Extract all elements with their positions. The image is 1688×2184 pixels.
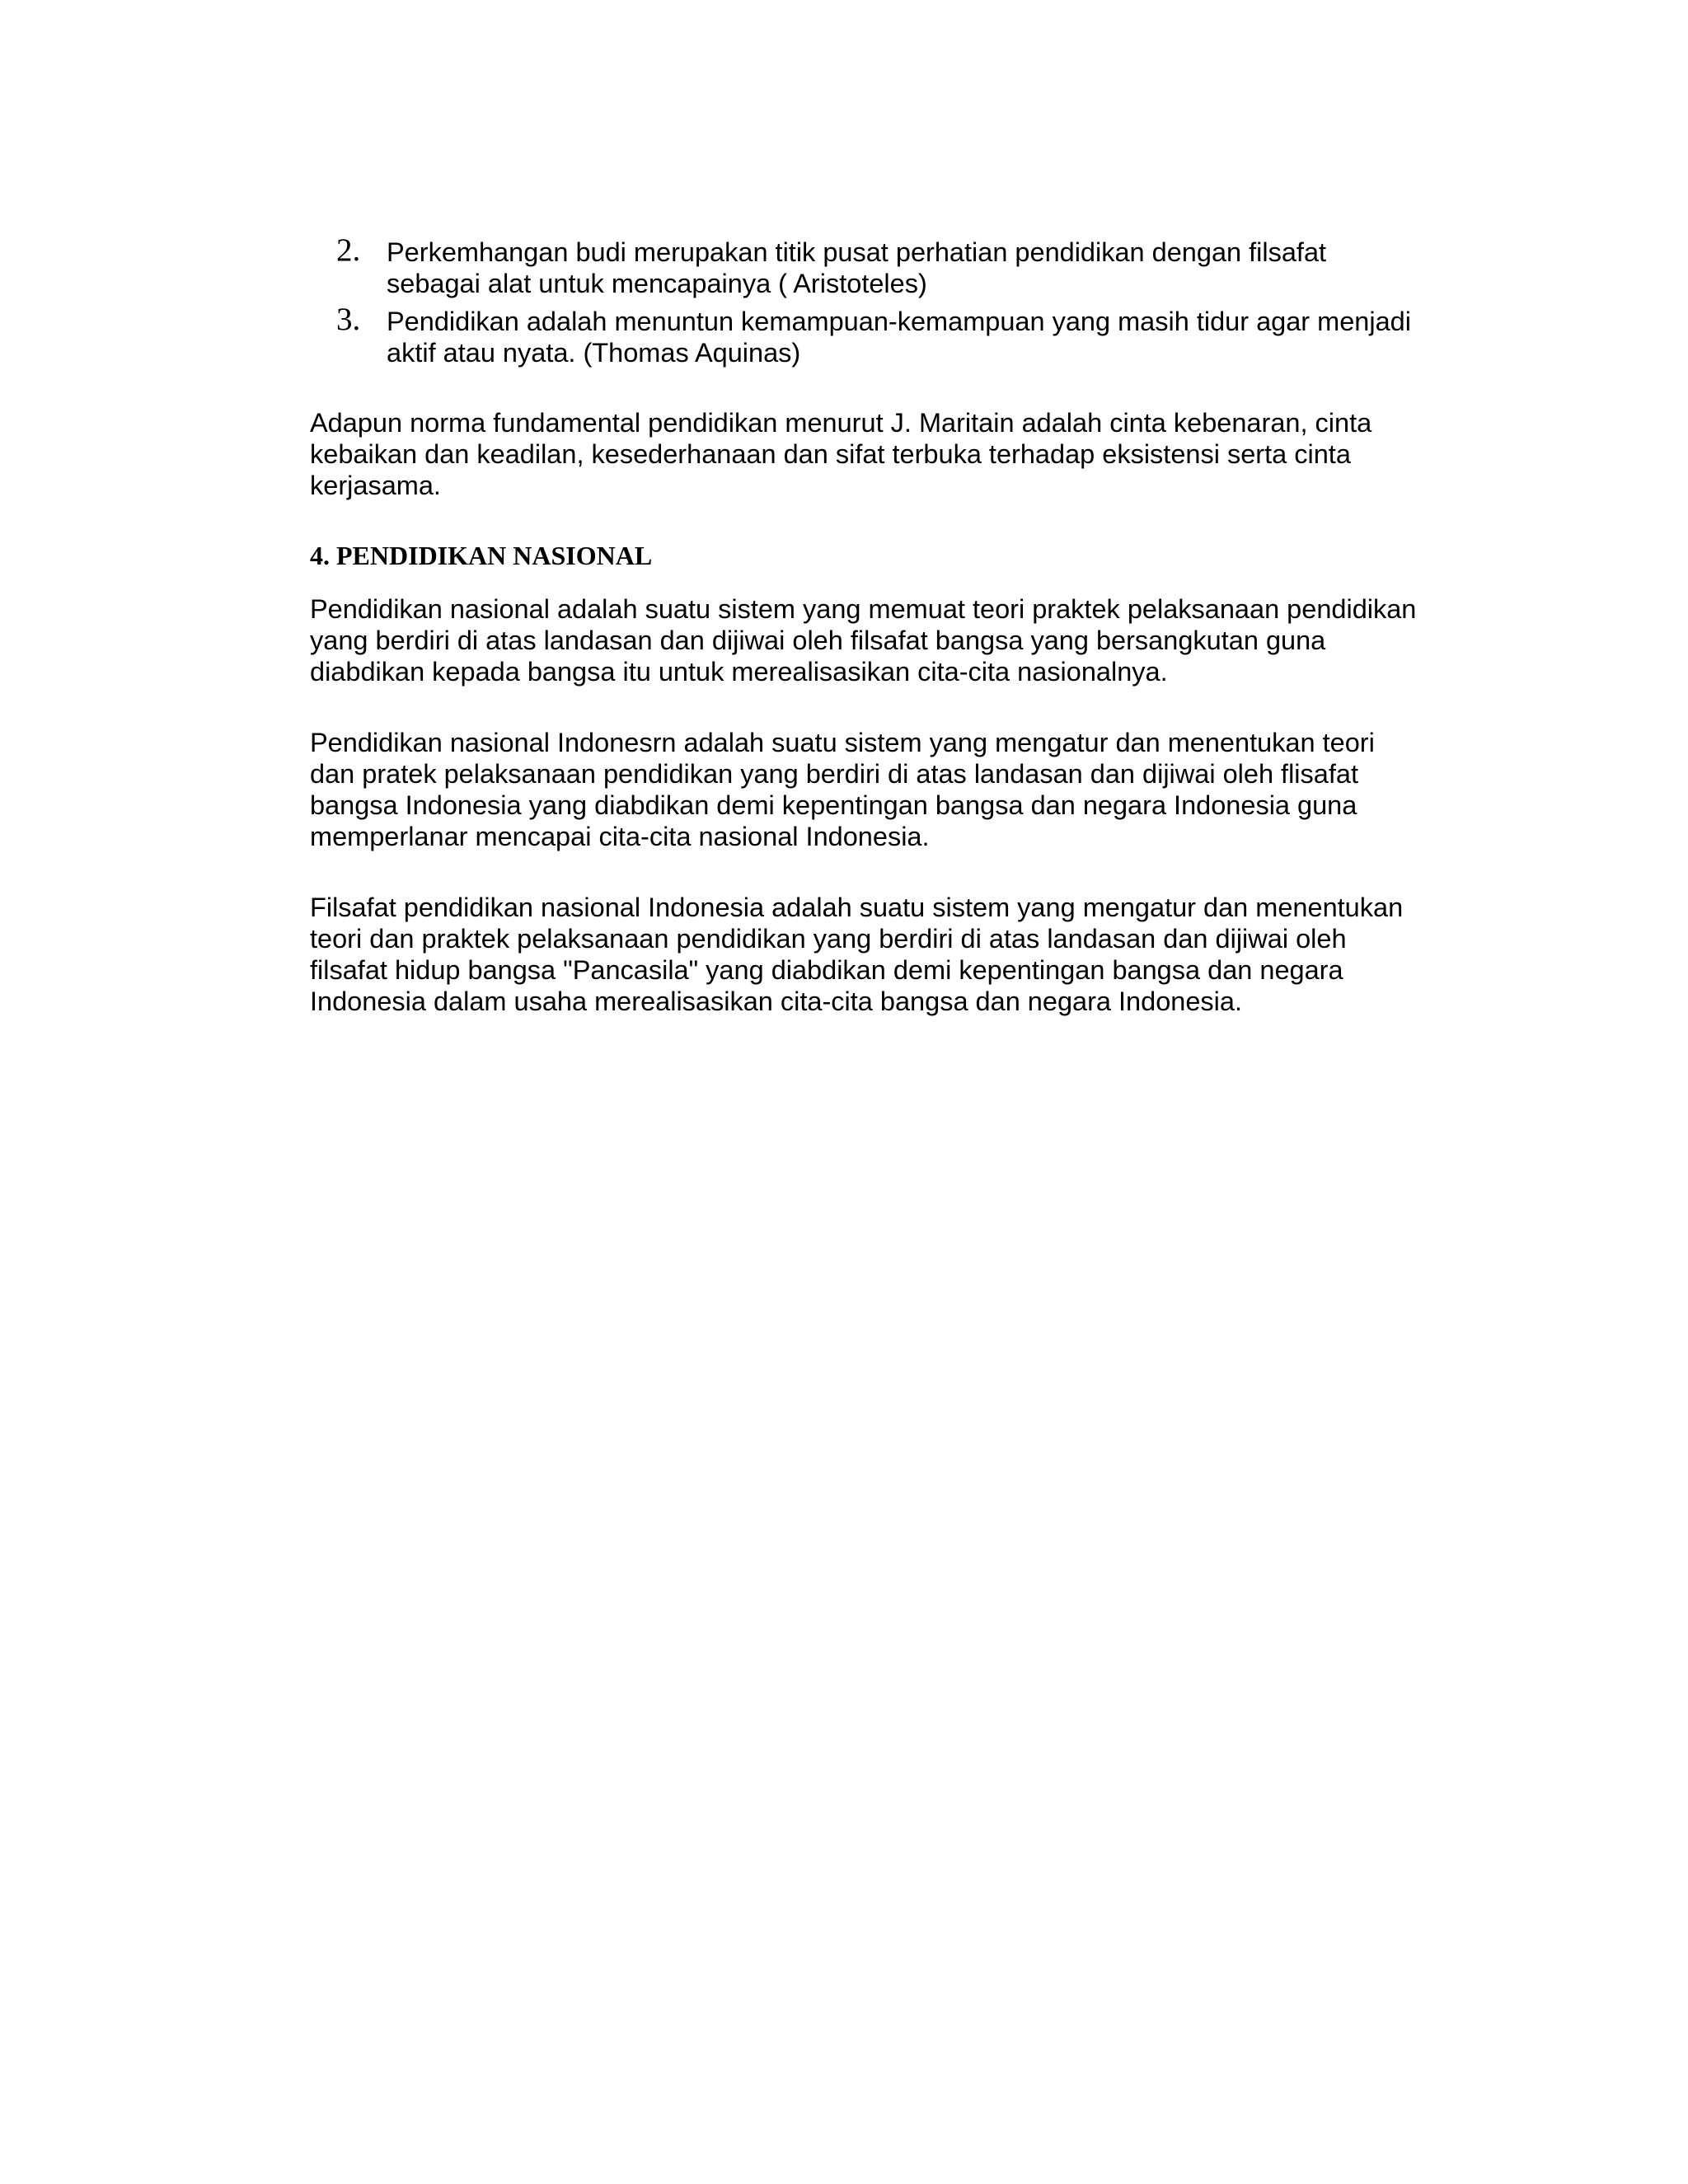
text-line: aktif atau nyata. (Thomas Aquinas): [387, 338, 801, 368]
text-line: diabdikan kepada bangsa itu untuk merealisasikan cita-cita nasionalnya.: [310, 657, 1168, 687]
paragraph-filsafat: [310, 892, 1464, 1017]
text-line: Perkemhangan budi merupakan titik pusat perhatian pendidikan dengan filsafat: [387, 237, 1327, 267]
text-line: memperlanar mencapai cita-cita nasional Indonesia.: [310, 822, 930, 851]
text-line: Indonesia dalam usaha merealisasikan cita-cita bangsa dan negara Indonesia.: [310, 987, 1243, 1016]
paragraph-indonesia: [310, 727, 1464, 852]
list-item-text: [387, 237, 1450, 299]
list-item-text: [387, 306, 1450, 368]
text-line: filsafat hidup bangsa "Pancasila" yang diabdikan demi kepentingan bangsa dan negara: [310, 955, 1343, 985]
text-line: kerjasama.: [310, 471, 441, 500]
text-line: bangsa Indonesia yang diabdikan demi kepentingan bangsa dan negara Indonesia guna: [310, 790, 1357, 820]
list-number: 2.: [336, 232, 361, 268]
text-line: Pendidikan adalah menuntun kemampuan-kemampuan yang masih tidur agar menjadi: [387, 307, 1411, 336]
text-line: sebagai alat untuk mencapainya ( Aristoteles): [387, 269, 927, 298]
text-line: Pendidikan nasional Indonesrn adalah suatu sistem yang mengatur dan menentukan teori: [310, 728, 1375, 757]
text-line: Filsafat pendidikan nasional Indonesia adalah suatu sistem yang mengatur dan menentukan: [310, 893, 1404, 922]
text-line: teori dan praktek pelaksanaan pendidikan yang berdiri di atas landasan dan dijiwai oleh: [310, 924, 1347, 954]
text-line: kebaikan dan keadilan, kesederhanaan dan sifat terbuka terhadap eksistensi serta cinta: [310, 439, 1351, 469]
paragraph-nasional: [310, 593, 1464, 687]
list-number: 3.: [336, 302, 361, 337]
text-line: Pendidikan nasional adalah suatu sistem yang memuat teori praktek pelaksanaan pendidikan: [310, 594, 1417, 624]
section-heading: 4. PENDIDIKAN NASIONAL: [310, 541, 653, 570]
text-line: Adapun norma fundamental pendidikan menurut J. Maritain adalah cinta kebenaran, cinta: [310, 408, 1372, 438]
text-line: dan pratek pelaksanaan pendidikan yang berdiri di atas landasan dan dijiwai oleh flisafat: [310, 759, 1358, 789]
paragraph-maritain: [310, 407, 1464, 501]
text-line: yang berdiri di atas landasan dan dijiwai oleh filsafat bangsa yang bersangkutan guna: [310, 626, 1326, 655]
